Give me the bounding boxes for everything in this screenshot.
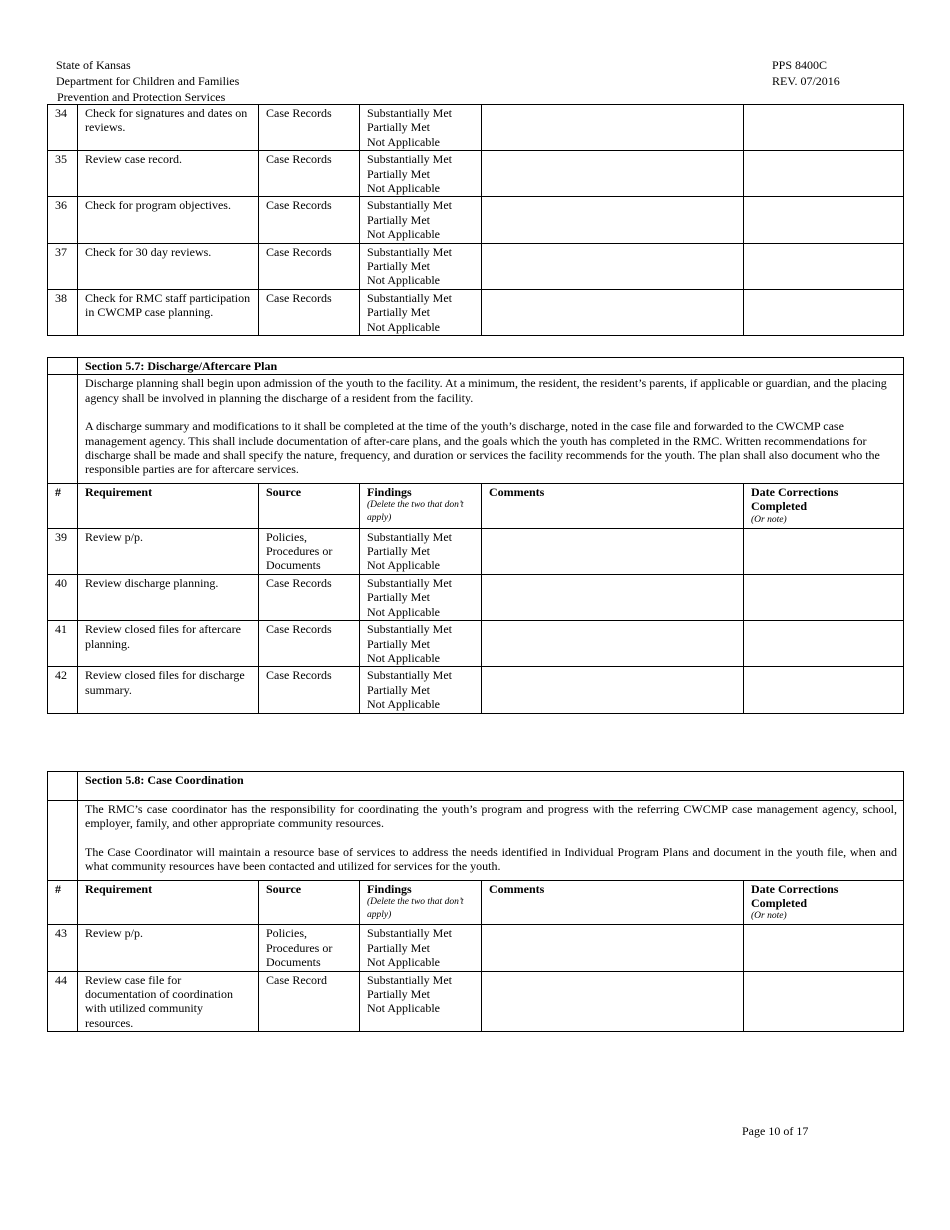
finding-option[interactable]: Partially Met (367, 120, 430, 135)
header-date-corrections (744, 483, 904, 528)
date-corrections-cell[interactable] (744, 528, 904, 574)
comments-cell[interactable] (482, 289, 744, 335)
finding-option[interactable]: Substantially Met (367, 926, 452, 941)
header-findings (360, 483, 482, 528)
source-cell: Case Records (259, 667, 360, 713)
comments-cell[interactable] (482, 621, 744, 667)
date-corrections-cell[interactable] (744, 925, 904, 971)
finding-option[interactable]: Substantially Met (367, 575, 452, 590)
header-department: Department for Children and Families (56, 74, 240, 88)
findings-cell[interactable] (360, 105, 482, 151)
finding-option[interactable]: Substantially Met (367, 198, 452, 213)
finding-option[interactable]: Not Applicable (367, 955, 440, 970)
finding-option[interactable]: Substantially Met (367, 622, 452, 637)
description-paragraph: A discharge summary and modifications to it shall be completed at the time of the youth’s discharge, noted in the case file and forwarded to the CWCMP case management agency. This shall include documentation of after-care plans, and the goals which the youth has completed in the RMC. Written recommendations for discharge shall be made and shall specify the nature, frequency, and duration or services the facility recommends for the youth. The plan shall also document who the responsible parties are for aftercare services. (85, 419, 880, 477)
requirement-cell: Check for signatures and dates on reviews. (78, 105, 259, 151)
section-title-row (48, 358, 904, 375)
row-number: 35 (48, 151, 78, 197)
finding-option[interactable]: Partially Met (367, 305, 430, 320)
table-row (48, 574, 904, 620)
date-corrections-cell[interactable] (744, 243, 904, 289)
section-title: Section 5.8: Case Coordination (78, 772, 904, 801)
header-requirement: Requirement (78, 483, 259, 528)
section-title: Section 5.7: Discharge/Aftercare Plan (78, 358, 904, 375)
requirement-cell: Check for program objectives. (78, 197, 259, 243)
header-form-number: PPS 8400C (772, 58, 828, 72)
header-findings (360, 880, 482, 925)
header-source: Source (259, 483, 360, 528)
findings-cell[interactable] (360, 151, 482, 197)
header-revision: REV. 07/2016 (772, 74, 840, 88)
finding-option[interactable]: Partially Met (367, 590, 430, 605)
table-row (48, 621, 904, 667)
row-number: 38 (48, 289, 78, 335)
finding-option[interactable]: Partially Met (367, 212, 430, 227)
findings-cell[interactable] (360, 667, 482, 713)
comments-cell[interactable] (482, 574, 744, 620)
source-cell: Case Records (259, 574, 360, 620)
date-corrections-cell[interactable] (744, 621, 904, 667)
header-number: # (48, 880, 78, 925)
finding-option[interactable]: Partially Met (367, 636, 430, 651)
header-division: Prevention and Protection Services (57, 90, 226, 104)
source-cell: Case Records (259, 105, 360, 151)
row-number: 40 (48, 574, 78, 620)
finding-option[interactable]: Substantially Met (367, 972, 452, 987)
header-comments: Comments (482, 880, 744, 925)
header-findings-label: Findings (367, 881, 412, 896)
finding-option[interactable]: Partially Met (367, 166, 430, 181)
section-5-7-table (47, 357, 904, 714)
date-corrections-cell[interactable] (744, 971, 904, 1032)
header-findings-note: (Delete the two that don’t apply) (367, 500, 464, 524)
date-corrections-cell[interactable] (744, 289, 904, 335)
finding-option[interactable]: Not Applicable (367, 558, 440, 573)
finding-option[interactable]: Not Applicable (367, 697, 440, 712)
header-findings-label: Findings (367, 484, 412, 499)
requirement-cell: Check for 30 day reviews. (78, 243, 259, 289)
finding-option[interactable]: Not Applicable (367, 181, 440, 196)
date-corrections-cell[interactable] (744, 574, 904, 620)
finding-option[interactable]: Not Applicable (367, 319, 440, 334)
findings-cell[interactable] (360, 925, 482, 971)
comments-cell[interactable] (482, 243, 744, 289)
section-description-row (48, 375, 904, 483)
findings-cell[interactable] (360, 289, 482, 335)
header-date-note: (Or note) (751, 911, 787, 922)
section-description (78, 801, 904, 881)
description-paragraph: The Case Coordinator will maintain a resource base of services to address the needs identified in Individual Program Plans and document in the youth file, when and what community resources have been contacted and utilized for services for the youth. (85, 844, 898, 874)
finding-option[interactable]: Not Applicable (367, 273, 440, 288)
requirement-cell: Check for RMC staff participation in CWCMP case planning. (78, 289, 259, 335)
row-number: 43 (48, 925, 78, 971)
findings-cell[interactable] (360, 243, 482, 289)
document-header-right (772, 57, 840, 89)
requirement-cell: Review p/p. (78, 925, 259, 971)
comments-cell[interactable] (482, 667, 744, 713)
row-number: 37 (48, 243, 78, 289)
row-number: 42 (48, 667, 78, 713)
finding-option[interactable]: Not Applicable (367, 1001, 440, 1016)
date-corrections-cell[interactable] (744, 197, 904, 243)
table-row (48, 528, 904, 574)
section-description-row (48, 801, 904, 881)
description-paragraph: Discharge planning shall begin upon admission of the youth to the facility. At a minimum, the resident, the resident’s parents, if applicable or guardian, and the placing agency shall be involved in planning the discharge of a resident from the facility. (85, 376, 887, 405)
header-date-label: Date Corrections Completed (751, 881, 839, 911)
finding-option[interactable]: Not Applicable (367, 134, 440, 149)
header-number: # (48, 483, 78, 528)
row-number: 34 (48, 105, 78, 151)
source-cell: Policies, Procedures or Documents (259, 925, 360, 971)
comments-cell[interactable] (482, 528, 744, 574)
source-cell: Case Record (259, 971, 360, 1032)
finding-option[interactable]: Not Applicable (367, 604, 440, 619)
finding-option[interactable]: Partially Met (367, 544, 430, 559)
findings-cell[interactable] (360, 971, 482, 1032)
date-corrections-cell[interactable] (744, 105, 904, 151)
document-header-left (56, 57, 239, 105)
row-number: 36 (48, 197, 78, 243)
finding-option[interactable]: Substantially Met (367, 106, 452, 120)
comments-cell[interactable] (482, 925, 744, 971)
findings-cell[interactable] (360, 621, 482, 667)
row-number: 39 (48, 528, 78, 574)
column-header-row (48, 880, 904, 925)
review-table-continued (47, 104, 904, 336)
finding-option[interactable]: Substantially Met (367, 290, 452, 305)
section-title-row (48, 772, 904, 801)
table-row (48, 105, 904, 151)
finding-option[interactable]: Substantially Met (367, 244, 452, 259)
header-comments: Comments (482, 483, 744, 528)
header-date-note: (Or note) (751, 514, 787, 525)
header-findings-note: (Delete the two that don’t apply) (367, 897, 464, 921)
source-cell: Case Records (259, 197, 360, 243)
finding-option[interactable]: Not Applicable (367, 650, 440, 665)
table-row (48, 667, 904, 713)
requirement-cell: Review discharge planning. (78, 574, 259, 620)
source-cell: Case Records (259, 243, 360, 289)
section-description (78, 375, 904, 483)
finding-option[interactable]: Partially Met (367, 259, 430, 274)
comments-cell[interactable] (482, 105, 744, 151)
table-row (48, 971, 904, 1032)
finding-option[interactable]: Partially Met (367, 987, 430, 1002)
requirement-cell: Review case record. (78, 151, 259, 197)
header-date-corrections (744, 880, 904, 925)
table-row (48, 197, 904, 243)
finding-option[interactable]: Partially Met (367, 682, 430, 697)
findings-cell[interactable] (360, 528, 482, 574)
header-source: Source (259, 880, 360, 925)
finding-option[interactable]: Substantially Met (367, 152, 452, 167)
source-cell: Case Records (259, 151, 360, 197)
date-corrections-cell[interactable] (744, 151, 904, 197)
header-date-label: Date Corrections Completed (751, 484, 839, 514)
row-number: 41 (48, 621, 78, 667)
table-row (48, 151, 904, 197)
finding-option[interactable]: Partially Met (367, 940, 430, 955)
header-requirement: Requirement (78, 880, 259, 925)
requirement-cell: Review p/p. (78, 528, 259, 574)
comments-cell[interactable] (482, 151, 744, 197)
row-number: 44 (48, 971, 78, 1032)
table-row (48, 289, 904, 335)
page-number: Page 10 of 17 (742, 1124, 809, 1138)
header-state: State of Kansas (56, 58, 131, 72)
finding-option[interactable]: Substantially Met (367, 529, 452, 544)
finding-option[interactable]: Substantially Met (367, 668, 452, 683)
requirement-cell: Review closed files for discharge summary. (78, 667, 259, 713)
requirement-cell: Review closed files for aftercare planning. (78, 621, 259, 667)
finding-option[interactable]: Not Applicable (367, 227, 440, 242)
source-cell: Policies, Procedures or Documents (259, 528, 360, 574)
source-cell: Case Records (259, 289, 360, 335)
table-row (48, 243, 904, 289)
requirement-cell: Review case file for documentation of coordination with utilized community resources. (78, 971, 259, 1032)
section-5-8-table (47, 771, 904, 1032)
column-header-row (48, 483, 904, 528)
findings-cell[interactable] (360, 574, 482, 620)
source-cell: Case Records (259, 621, 360, 667)
table-row (48, 925, 904, 971)
date-corrections-cell[interactable] (744, 667, 904, 713)
description-paragraph: The RMC’s case coordinator has the responsibility for coordinating the youth’s program and progress with the referring CWCMP case management agency, school, employer, family, and other appropriate community resources. (85, 802, 898, 831)
comments-cell[interactable] (482, 197, 744, 243)
comments-cell[interactable] (482, 971, 744, 1032)
findings-cell[interactable] (360, 197, 482, 243)
